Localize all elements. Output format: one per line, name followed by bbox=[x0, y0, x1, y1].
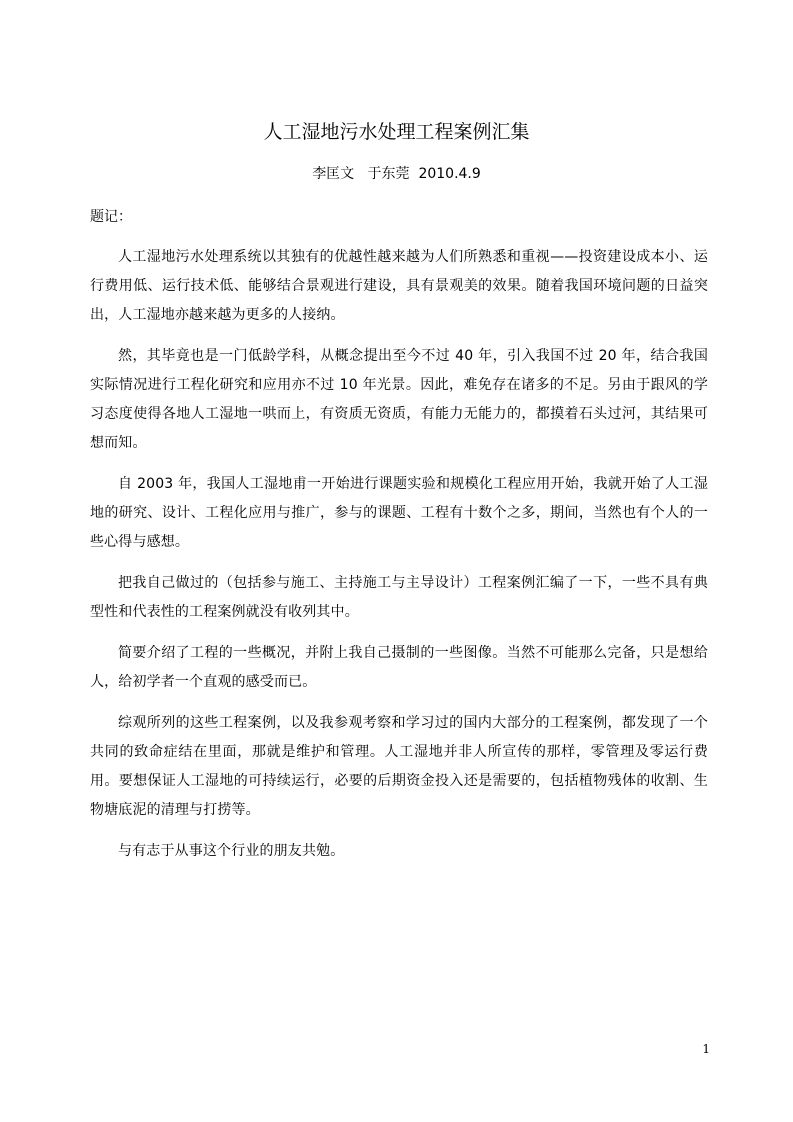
paragraph: 人工湿地污水处理系统以其独有的优越性越来越为人们所熟悉和重视——投资建设成本小、运行费用低、运行技术低、能够结合景观进行建设，具有景观美的效果。随着我国环境问题的日益突出，人工湿地亦越来越为更多的人接纳。 bbox=[90, 249, 708, 323]
paragraph: 与有志于从事这个行业的朋友共勉。 bbox=[118, 843, 345, 859]
document-body bbox=[90, 243, 708, 878]
author-date-line: 李匡文 于东莞 2010.4.9 bbox=[312, 166, 481, 182]
paragraph: 自 2003 年，我国人工湿地甫一开始进行课题实验和规模化工程应用开始，我就开始了人工湿地的研究、设计、工程化应用与推广，参与的课题、工程有十数个之多，期间，当然也有个人的一些心得与感想。 bbox=[90, 476, 708, 550]
page-number: 1 bbox=[702, 1042, 710, 1056]
paragraph: 把我自己做过的（包括参与施工、主持施工与主导设计）工程案例汇编了一下，一些不具有典型性和代表性的工程案例就没有收列其中。 bbox=[90, 575, 708, 620]
paragraph: 综观所列的这些工程案例，以及我参观考察和学习过的国内大部分的工程案例，都发现了一个共同的致命症结在里面，那就是维护和管理。人工湿地并非人所宣传的那样，零管理及零运行费用。要想保证人工湿地的可持续运行，必要的后期资金投入还是需要的，包括植物残体的收割、生物塘底泥的清理与打捞等。 bbox=[90, 715, 708, 818]
document-title: 人工湿地污水处理工程案例汇集 bbox=[263, 121, 530, 143]
preface-label: 题记： bbox=[90, 209, 132, 225]
paragraph: 简要介绍了工程的一些概况，并附上我自己摄制的一些图像。当然不可能那么完备，只是想给人，给初学者一个直观的感受而已。 bbox=[90, 645, 708, 690]
paragraph: 然，其毕竟也是一门低龄学科，从概念提出至今不过 40 年，引入我国不过 20 年，结合我国实际情况进行工程化研究和应用亦不过 10 年光景。因此，难免存在诸多的不足。另由于跟风的学习态度使得各地人工湿地一哄而上，有资质无资质，有能力无能力的，都摸着石头过河，其结果可想而知。 bbox=[90, 348, 708, 451]
